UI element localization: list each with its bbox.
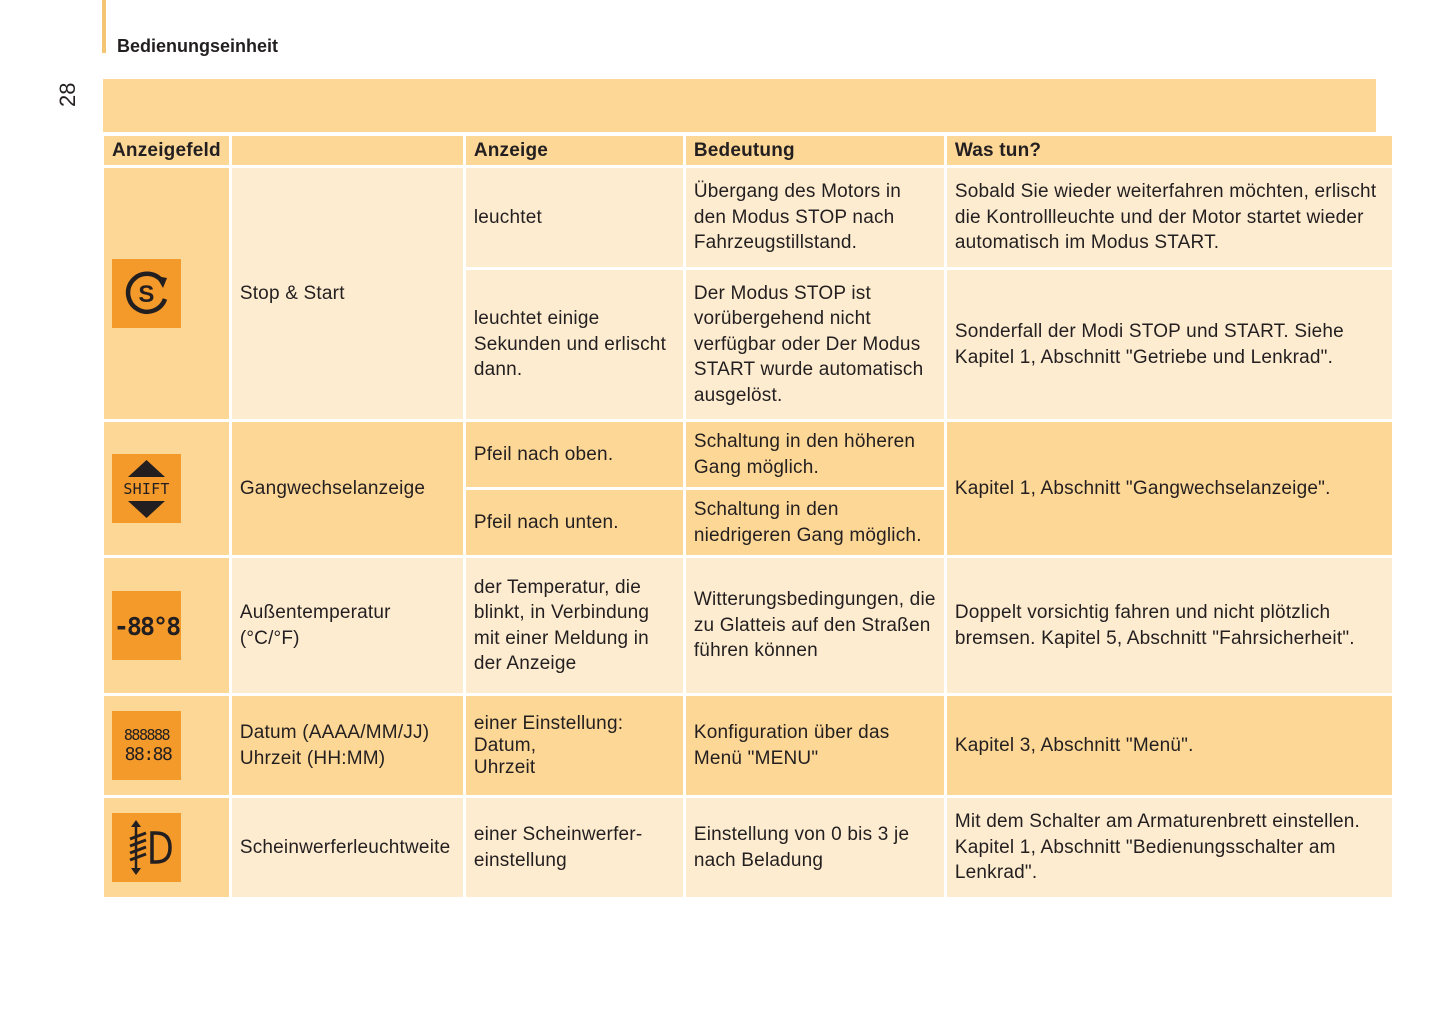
- row-display: Pfeil nach unten.: [464, 489, 684, 557]
- row-name-line: (°C/°F): [239, 627, 300, 649]
- table-row: [103, 695, 1394, 797]
- row-name: [230, 557, 464, 695]
- row-meaning: Schaltung in den niedrigeren Gang möglich.: [684, 489, 945, 557]
- row-meaning: Der Modus STOP ist vorübergehend nicht verfügbar oder Der Modus START wurde automatisch ausgelöst.: [684, 269, 945, 421]
- row-display: der Temperatur, die blinkt, in Verbindung mit einer Meldung in der Anzeige: [464, 557, 684, 695]
- row-action: Sobald Sie wieder weiterfahren möchten, erlischt die Kontrollleuchte und der Motor startet wieder automatisch im Modus START.: [945, 167, 1393, 269]
- row-name-line: Außentemperatur: [239, 602, 391, 623]
- row-action: Doppelt vorsichtig fahren und nicht plötzlich bremsen. Kapitel 5, Abschnitt "Fahrsicherheit".: [945, 557, 1393, 695]
- row-meaning: Einstellung von 0 bis 3 je nach Beladung: [684, 797, 945, 899]
- header-field: Anzeigefeld: [103, 135, 231, 167]
- icon-cell: [103, 557, 231, 695]
- row-display: [464, 695, 684, 797]
- table-row: [103, 797, 1394, 899]
- temperature-icon-label: -88°8: [113, 612, 180, 641]
- row-display: leuchtet: [464, 167, 684, 269]
- table-row: [103, 557, 1394, 695]
- header-display: Anzeige: [464, 135, 684, 167]
- row-name: [230, 695, 464, 797]
- row-name-line: Datum (AAAA/MM/JJ): [239, 722, 430, 743]
- row-display-line: einer Einstellung:: [473, 712, 624, 734]
- page-number: 28: [55, 82, 80, 107]
- section-title: Bedienungseinheit: [117, 36, 279, 56]
- stop-start-icon: [112, 259, 181, 328]
- icon-cell: [103, 797, 231, 899]
- table-header-row: [103, 135, 1394, 167]
- row-name: Stop & Start: [230, 167, 464, 421]
- row-action: Kapitel 1, Abschnitt "Gangwechselanzeige".: [945, 421, 1393, 557]
- row-display: Pfeil nach oben.: [464, 421, 684, 489]
- table-row: [103, 421, 1394, 489]
- warning-lights-table: [101, 133, 1395, 900]
- date-icon-label: 888888: [123, 726, 170, 744]
- row-meaning: Übergang des Motors in den Modus STOP nach Fahrzeugstillstand.: [684, 167, 945, 269]
- row-display: leuchtet einige Sekunden und erlischt dann.: [464, 269, 684, 421]
- row-action: Sonderfall der Modi STOP und START. Siehe Kapitel 1, Abschnitt "Getriebe und Lenkrad".: [945, 269, 1393, 421]
- row-action: Mit dem Schalter am Armaturenbrett einstellen. Kapitel 1, Abschnitt "Bedienungsschalter am Lenkrad".: [945, 797, 1393, 899]
- row-meaning: Witterungsbedingungen, die zu Glatteis auf den Straßen führen können: [684, 557, 945, 695]
- row-name-line: Uhrzeit (HH:MM): [239, 747, 386, 769]
- outside-temperature-icon: [112, 591, 181, 660]
- shift-icon-label: SHIFT: [123, 480, 170, 498]
- gear-shift-indicator-icon: [112, 454, 181, 523]
- icon-cell: [103, 167, 231, 421]
- row-display: einer Scheinwerfer-einstellung: [464, 797, 684, 899]
- header-action: Was tun?: [945, 135, 1393, 167]
- table-banner: [103, 79, 1376, 132]
- row-name: Gangwechselanzeige: [230, 421, 464, 557]
- table-row: [103, 167, 1394, 269]
- date-time-display-icon: [112, 711, 181, 780]
- row-meaning: Schaltung in den höheren Gang möglich.: [684, 421, 945, 489]
- header-meaning: Bedeutung: [684, 135, 945, 167]
- page-edge-marker: [102, 0, 106, 53]
- row-display-line: Datum,: [473, 734, 537, 756]
- row-name: Scheinwerferleuchtweite: [230, 797, 464, 899]
- header-name: [230, 135, 464, 167]
- time-icon-label: 88:88: [124, 744, 172, 765]
- row-meaning: Konfiguration über das Menü "MENU": [684, 695, 945, 797]
- icon-cell: [103, 421, 231, 557]
- icon-cell: [103, 695, 231, 797]
- svg-text:S: S: [138, 281, 155, 308]
- row-action: Kapitel 3, Abschnitt "Menü".: [945, 695, 1393, 797]
- row-display-line: Uhrzeit: [473, 756, 536, 778]
- headlamp-beam-adjustment-icon: [112, 813, 181, 882]
